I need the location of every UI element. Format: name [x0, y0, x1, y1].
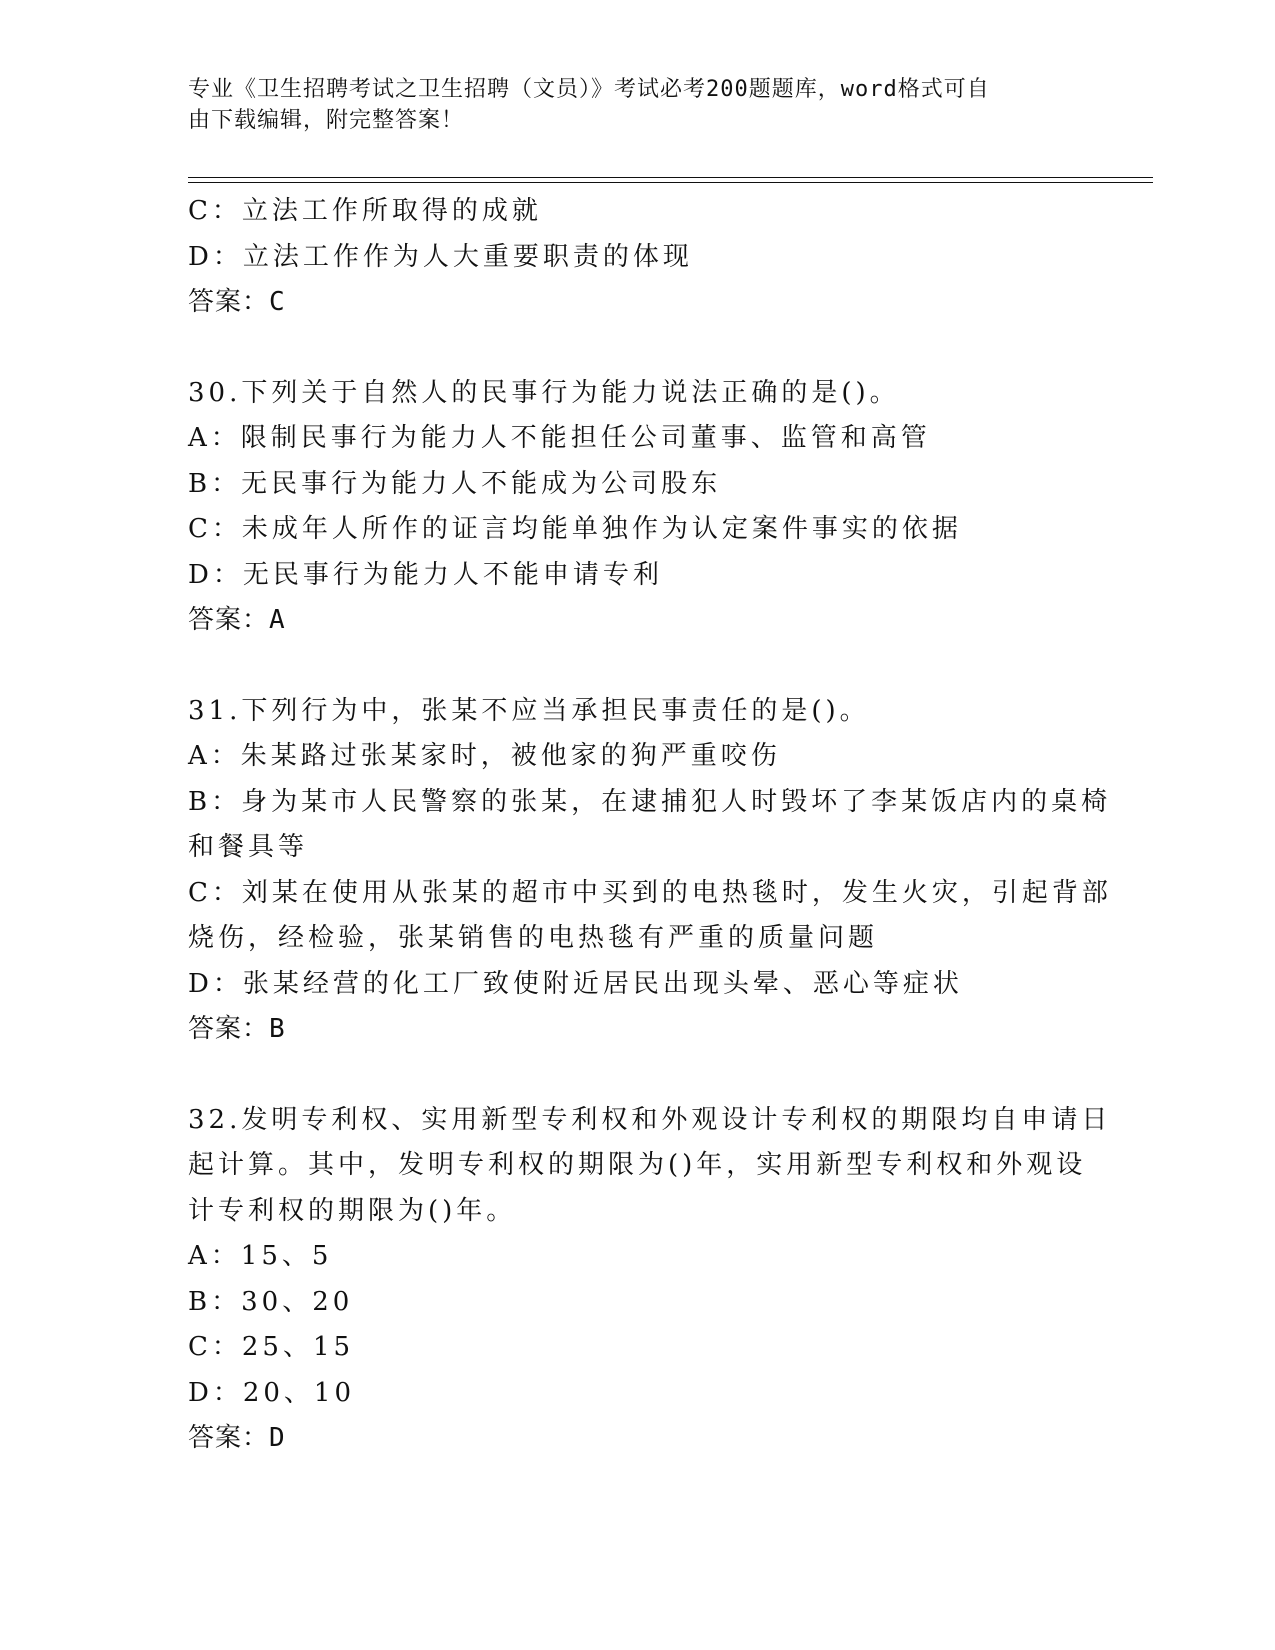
answer-label: 答案： [188, 605, 270, 635]
option-c: C：25、15 [188, 1332, 355, 1362]
question-stem-line-2: 起计算。其中，发明专利权的期限为()年，实用新型专利权和外观设 [188, 1150, 1087, 1180]
option-a: A：朱某路过张某家时，被他家的狗严重咬伤 [188, 741, 781, 771]
option-d: D：立法工作作为人大重要职责的体现 [188, 241, 693, 272]
option-b-line-2: 和餐具等 [188, 832, 309, 862]
option-c: C：立法工作所取得的成就 [188, 196, 542, 226]
option-b: B：30、20 [188, 1286, 354, 1317]
question-stem-line-1: 32.发明专利权、实用新型专利权和外观设计专利权的期限均自申请日 [188, 1104, 1112, 1135]
question-list [188, 189, 1112, 1507]
answer-value: B [269, 1014, 286, 1044]
answer-label: 答案： [188, 1014, 270, 1044]
header-divider-top [188, 177, 1153, 178]
answer-value: A [269, 605, 286, 635]
option-b: B：无民事行为能力人不能成为公司股东 [188, 468, 722, 499]
answer-line [188, 598, 1088, 644]
document-header [188, 74, 1088, 136]
question-stem-line-3: 计专利权的期限为()年。 [188, 1195, 517, 1226]
answer-value: D [269, 1423, 286, 1453]
answer-label: 答案： [188, 287, 270, 317]
question-stem: 31.下列行为中，张某不应当承担民事责任的是()。 [188, 695, 870, 726]
answer-label: 答案： [188, 1423, 270, 1453]
option-d: D：无民事行为能力人不能申请专利 [188, 559, 663, 590]
answer-line [188, 1416, 1088, 1462]
answer-line [188, 280, 1088, 326]
question-31 [188, 689, 1112, 1053]
question-stem: 30.下列关于自然人的民事行为能力说法正确的是()。 [188, 377, 900, 408]
option-d: D：张某经营的化工厂致使附近居民出现头晕、恶心等症状 [188, 968, 963, 999]
option-c-line-1: C：刘某在使用从张某的超市中买到的电热毯时，发生火灾，引起背部 [188, 877, 1112, 908]
option-a: A：15、5 [188, 1241, 333, 1271]
answer-value: C [269, 287, 286, 317]
question-32 [188, 1098, 1112, 1462]
option-c-line-2: 烧伤，经检验，张某销售的电热毯有严重的质量问题 [188, 923, 879, 953]
option-c: C：未成年人所作的证言均能单独作为认定案件事实的依据 [188, 514, 962, 544]
question-29-tail [188, 189, 1088, 326]
option-b-line-1: B：身为某市人民警察的张某，在逮捕犯人时毁坏了李某饭店内的桌椅 [188, 786, 1112, 817]
answer-line [188, 1007, 1088, 1053]
header-line-1: 专业《卫生招聘考试之卫生招聘（文员）》考试必考200题题库，word格式可自 [188, 77, 990, 102]
question-30 [188, 371, 1088, 644]
header-line-2: 由下载编辑，附完整答案！ [188, 108, 465, 133]
option-a: A：限制民事行为能力人不能担任公司董事、监管和高管 [188, 423, 931, 453]
option-d: D：20、10 [188, 1377, 356, 1408]
header-divider-bottom [188, 182, 1153, 183]
